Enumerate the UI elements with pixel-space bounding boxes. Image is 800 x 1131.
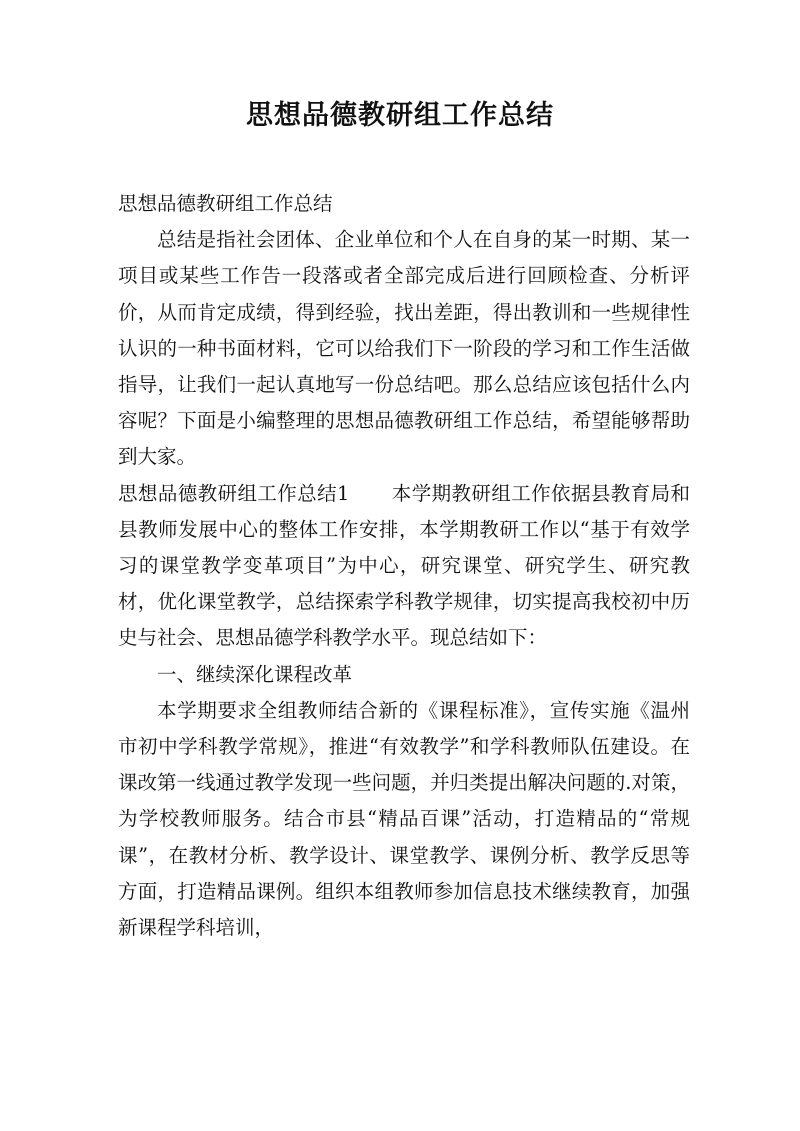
part-1-paragraph: 本学期要求全组教师结合新的《课程标准》，宣传实施《温州市初中学科教学常规》，推进“有效教学”和学科教师队伍建设。在课改第一线通过教学发现一些问题，并归类提出解决问题的.对策，为学校教师服务。结合市县“精品百课”活动，打造精品的“常规课”，在教材分析、教学设计、课堂教学、课例分析、教学反思等方面，打造精品课例。组织本组教师参加信息技术继续教育，加强新课程学科培训， [118,698,690,940]
intro-paragraph: 总结是指社会团体、企业单位和个人在自身的某一时期、某一项目或某些工作告一段落或者全部完成后进行回顾检查、分析评价，从而肯定成绩，得到经验，找出差距，得出教训和一些规律性认识的一种书面材料，它可以给我们下一阶段的学习和工作生活做指导，让我们一起认真地写一份总结吧。那么总结应该包括什么内容呢？下面是小编整理的思想品德教研组工作总结，希望能够帮助到大家。 [118,228,690,469]
section-1-body: 本学期教研组工作依据县教育局和县教师发展中心的整体工作安排，本学期教研工作以“基于有效学习的课堂教学变革项目”为中心，研究课堂、研究学生、研究教材，优化课堂教学，总结探索学科教学规律，切实提高我校初中历史与社会、思想品德学科教学水平。现总结如下： [118,481,690,650]
document-subtitle: 思想品德教研组工作总结 [118,192,333,215]
section-1-heading: 思想品德教研组工作总结1 [118,481,350,505]
document-body [118,186,690,946]
part-1-heading: 一、继续深化课程改革 [157,662,353,686]
document-title: 思想品德教研组工作总结 [246,100,554,131]
section-1-paragraph [118,476,690,657]
